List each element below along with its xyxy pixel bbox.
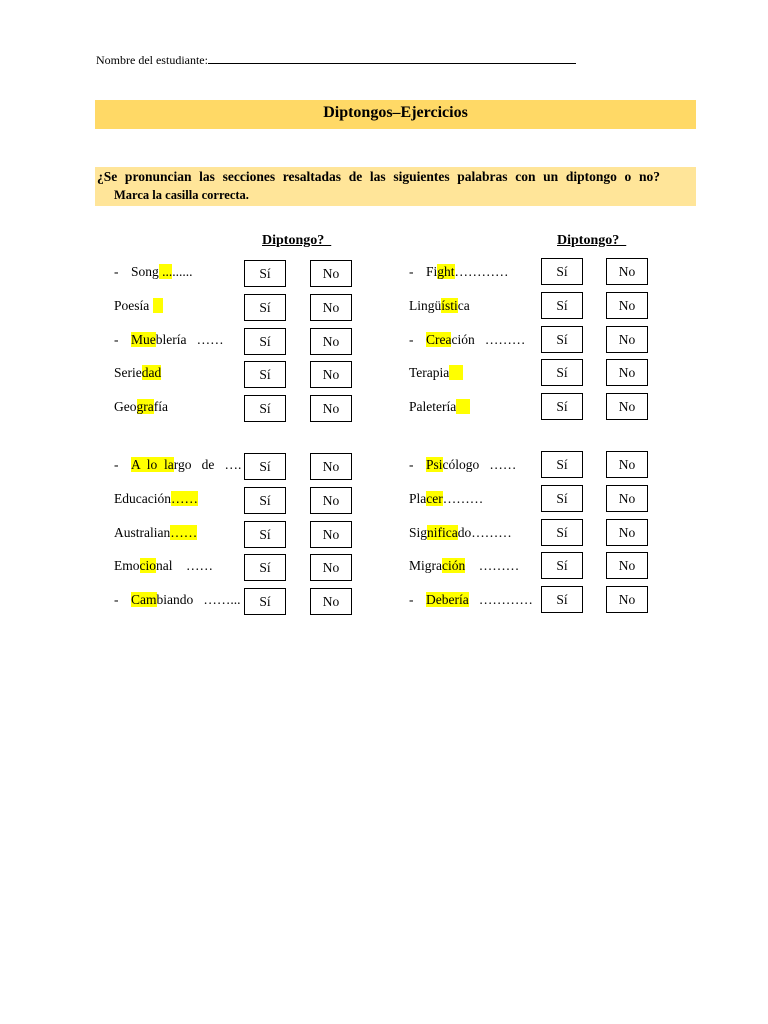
right-si-box-7[interactable]: Sí — [541, 485, 583, 512]
right-word-6 — [409, 457, 516, 473]
left-si-box-8[interactable]: Sí — [244, 521, 286, 548]
right-no-box-9[interactable]: No — [606, 552, 648, 579]
highlighted-segment: A lo la — [131, 457, 174, 472]
list-dash: - — [114, 457, 119, 472]
word-text: Poesía — [114, 298, 153, 313]
left-word-6 — [114, 457, 241, 473]
left-word-9 — [114, 558, 213, 574]
left-no-box-5[interactable]: No — [310, 395, 352, 422]
right-word-10 — [409, 592, 533, 608]
word-text: Terapia — [409, 365, 450, 380]
left-word-1 — [114, 264, 193, 280]
highlighted-segment: nifica — [427, 525, 458, 540]
left-word-8 — [114, 525, 197, 541]
highlighted-segment: …… — [170, 491, 198, 506]
left-si-box-7[interactable]: Sí — [244, 487, 286, 514]
left-no-box-3[interactable]: No — [310, 328, 352, 355]
word-text: ...... — [172, 264, 193, 279]
highlighted-segment: Cam — [131, 592, 157, 607]
word-text: do……… — [457, 525, 512, 540]
word-text: Australian — [114, 525, 171, 540]
word-text: Song — [131, 264, 159, 279]
word-text: Pla — [409, 491, 427, 506]
right-si-box-10[interactable]: Sí — [541, 586, 583, 613]
highlighted-segment: gra — [136, 399, 154, 414]
right-no-box-6[interactable]: No — [606, 451, 648, 478]
word-text: Serie — [114, 365, 142, 380]
word-text: nal …… — [156, 558, 213, 573]
highlighted-segment: Mue — [131, 332, 156, 347]
left-si-box-3[interactable]: Sí — [244, 328, 286, 355]
word-text: Educación — [114, 491, 171, 506]
highlighted-segment: ción — [442, 558, 466, 573]
highlighted-segment: cer — [426, 491, 443, 506]
right-si-box-2[interactable]: Sí — [541, 292, 583, 319]
left-no-box-10[interactable]: No — [310, 588, 352, 615]
left-no-box-1[interactable]: No — [310, 260, 352, 287]
list-dash: - — [409, 457, 414, 472]
right-no-box-7[interactable]: No — [606, 485, 648, 512]
left-word-5 — [114, 399, 168, 415]
left-si-box-1[interactable]: Sí — [244, 260, 286, 287]
right-no-box-4[interactable]: No — [606, 359, 648, 386]
highlighted-segment: dad — [141, 365, 162, 380]
right-no-box-8[interactable]: No — [606, 519, 648, 546]
word-text: rgo de …. — [173, 457, 242, 472]
left-si-box-2[interactable]: Sí — [244, 294, 286, 321]
highlighted-segment — [153, 298, 163, 313]
word-text: cólogo …… — [442, 457, 517, 472]
left-word-7 — [114, 491, 198, 507]
student-name-label: Nombre del estudiante: — [96, 53, 208, 67]
list-dash: - — [114, 592, 119, 607]
instruction-question: ¿Se pronuncian las secciones resaltadas de las siguientes palabras con un diptongo o no? — [97, 169, 660, 184]
left-si-box-6[interactable]: Sí — [244, 453, 286, 480]
word-text: Geo — [114, 399, 137, 414]
list-dash: - — [409, 264, 414, 279]
left-no-box-2[interactable]: No — [310, 294, 352, 321]
right-si-box-3[interactable]: Sí — [541, 326, 583, 353]
right-word-9 — [409, 558, 519, 574]
word-text: Lingü — [409, 298, 442, 313]
student-name-blank[interactable] — [208, 52, 576, 64]
right-word-7 — [409, 491, 483, 507]
page-title: Diptongos–Ejercicios — [323, 104, 468, 121]
list-dash: - — [409, 592, 414, 607]
left-no-box-6[interactable]: No — [310, 453, 352, 480]
word-text: ……… — [465, 558, 520, 573]
right-column-header: Diptongo? — [557, 233, 627, 248]
right-si-box-9[interactable]: Sí — [541, 552, 583, 579]
highlighted-segment — [449, 365, 463, 380]
word-text: ción ……… — [451, 332, 526, 347]
word-text: ca — [457, 298, 470, 313]
highlighted-segment: ísti — [441, 298, 458, 313]
right-word-8 — [409, 525, 512, 541]
word-text: ………… — [468, 592, 533, 607]
word-text: Paletería — [409, 399, 457, 414]
right-word-2 — [409, 298, 470, 314]
left-no-box-7[interactable]: No — [310, 487, 352, 514]
word-text: ……… — [442, 491, 484, 506]
highlighted-segment: Debería — [426, 592, 469, 607]
right-si-box-8[interactable]: Sí — [541, 519, 583, 546]
word-text: biando ……... — [156, 592, 241, 607]
left-word-3 — [114, 332, 224, 348]
highlighted-segment: Crea — [426, 332, 452, 347]
right-no-box-1[interactable]: No — [606, 258, 648, 285]
student-name-line — [96, 52, 576, 68]
right-no-box-3[interactable]: No — [606, 326, 648, 353]
list-dash: - — [114, 332, 119, 347]
right-si-box-5[interactable]: Sí — [541, 393, 583, 420]
right-no-box-10[interactable]: No — [606, 586, 648, 613]
highlighted-segment: ... — [158, 264, 173, 279]
left-column-header: Diptongo? — [262, 233, 332, 248]
right-no-box-2[interactable]: No — [606, 292, 648, 319]
right-si-box-6[interactable]: Sí — [541, 451, 583, 478]
right-word-5 — [409, 399, 470, 415]
highlighted-segment: ght — [437, 264, 455, 279]
left-word-2 — [114, 298, 163, 314]
left-word-10 — [114, 592, 241, 608]
right-si-box-4[interactable]: Sí — [541, 359, 583, 386]
left-si-box-9[interactable]: Sí — [244, 554, 286, 581]
word-text: Emo — [114, 558, 140, 573]
instruction-box — [95, 167, 696, 206]
highlighted-segment — [456, 399, 470, 414]
left-no-box-8[interactable]: No — [310, 521, 352, 548]
word-text: Fi — [426, 264, 438, 279]
list-dash: - — [409, 332, 414, 347]
left-si-box-10[interactable]: Sí — [244, 588, 286, 615]
word-text: blería …… — [155, 332, 224, 347]
left-word-4 — [114, 365, 161, 381]
right-si-box-1[interactable]: Sí — [541, 258, 583, 285]
left-si-box-5[interactable]: Sí — [244, 395, 286, 422]
left-si-box-4[interactable]: Sí — [244, 361, 286, 388]
left-no-box-4[interactable]: No — [310, 361, 352, 388]
highlighted-segment: …… — [170, 525, 198, 540]
word-text: Migra — [409, 558, 442, 573]
highlighted-segment: Psi — [426, 457, 443, 472]
title-bar — [95, 100, 696, 129]
left-no-box-9[interactable]: No — [310, 554, 352, 581]
right-word-3 — [409, 332, 525, 348]
list-dash: - — [114, 264, 119, 279]
instruction-directive: Marca la casilla correcta. — [114, 188, 249, 202]
right-no-box-5[interactable]: No — [606, 393, 648, 420]
right-word-1 — [409, 264, 509, 280]
word-text: Sig — [409, 525, 428, 540]
right-word-4 — [409, 365, 463, 381]
highlighted-segment: cio — [139, 558, 156, 573]
word-text: ………… — [454, 264, 509, 279]
word-text: fía — [153, 399, 168, 414]
